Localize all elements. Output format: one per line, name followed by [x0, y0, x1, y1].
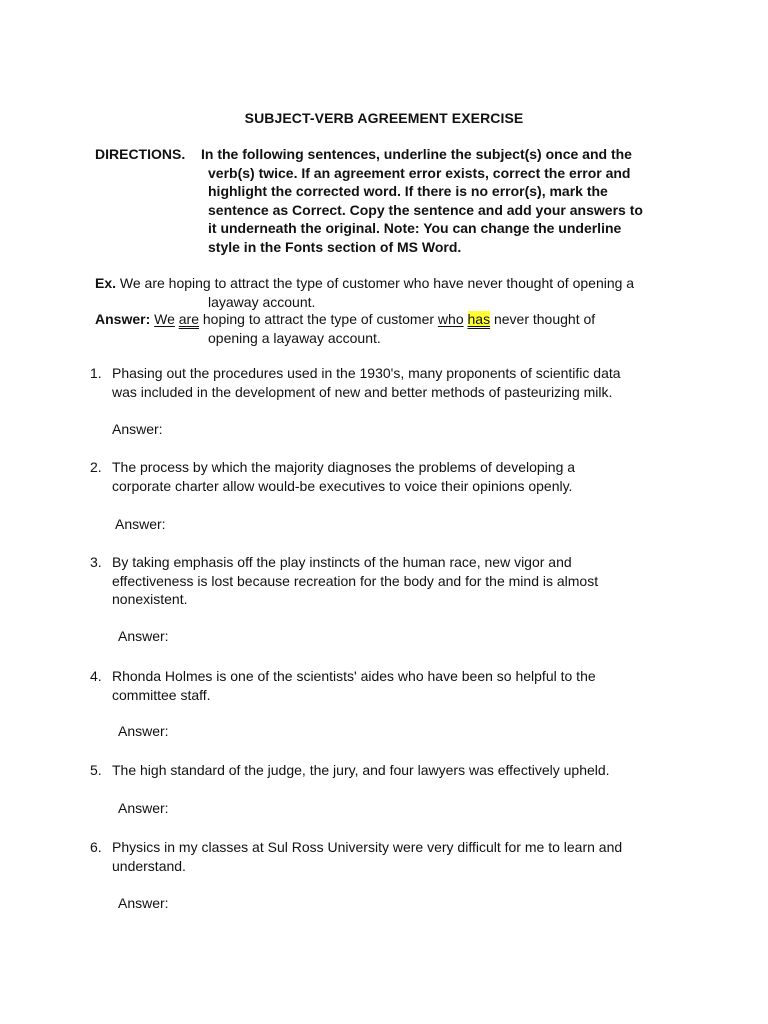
item-text-line: Phasing out the procedures used in the 1930's, many proponents of scientific data [112, 365, 621, 381]
exercise-item-5 [90, 761, 690, 780]
item-number: 2. [90, 459, 102, 475]
item-number: 6. [90, 839, 102, 855]
item-text-line: committee staff. [112, 686, 211, 703]
directions-line-5: it underneath the original. Note: You can change the underline [208, 220, 622, 236]
directions-line-6: style in the Fonts section of MS Word. [208, 238, 462, 255]
example-answer-text: never thought of [493, 311, 596, 327]
directions-block [95, 145, 695, 256]
directions-line-2: verb(s) twice. If an agreement error exists, correct the error and [208, 164, 631, 181]
example-answer-text: hoping to attract the type of customer [202, 311, 435, 327]
example-answer-line-2: opening a layaway account. [208, 329, 381, 346]
item-text-line: nonexistent. [112, 591, 188, 607]
item-number: 4. [90, 668, 102, 684]
answer-label-4: Answer: [118, 723, 169, 739]
example-answer-block [95, 310, 695, 347]
example-answer-line-1 [95, 310, 695, 329]
answer-label-5: Answer: [118, 800, 169, 816]
answer-label-3: Answer: [118, 628, 169, 644]
directions-line-3: highlight the corrected word. If there is no error(s), mark the [208, 183, 608, 199]
example-line-1 [95, 274, 695, 293]
item-number: 5. [90, 762, 102, 778]
underlined-subject: who [437, 311, 464, 327]
directions-line-4: sentence as Correct. Copy the sentence and add your answers to [208, 201, 643, 218]
exercise-item-3 [90, 553, 690, 609]
example-text: We are hoping to attract the type of customer who have never thought of opening a [119, 275, 635, 291]
item-number: 3. [90, 554, 102, 570]
item-text-line: Physics in my classes at Sul Ross University were very difficult for me to learn and [112, 839, 623, 855]
exercise-item-6 [90, 838, 690, 875]
item-text-line: effectiveness is lost because recreation for the body and for the mind is almost [112, 572, 599, 589]
example-line-2: layaway account. [208, 293, 316, 310]
item-text-line: By taking emphasis off the play instincts of the human race, new vigor and [112, 554, 572, 570]
answer-label-1: Answer: [112, 421, 163, 437]
example-label: Ex. [95, 275, 117, 291]
page-title: SUBJECT-VERB AGREEMENT EXERCISE [244, 110, 524, 126]
item-text-line: Rhonda Holmes is one of the scientists' aides who have been so helpful to the [112, 668, 596, 684]
example-block [95, 274, 695, 311]
answer-label-2: Answer: [115, 516, 166, 532]
item-number: 1. [90, 365, 102, 381]
directions-label: DIRECTIONS. [95, 146, 186, 162]
item-text-line: understand. [112, 857, 186, 874]
double-underlined-verb: are [178, 311, 199, 327]
item-text-line: was included in the development of new and better methods of pasteurizing milk. [112, 383, 613, 400]
highlighted-corrected-verb: has [467, 311, 491, 327]
item-text-line: The high standard of the judge, the jury, and four lawyers was effectively upheld. [112, 762, 610, 778]
exercise-item-4 [90, 667, 690, 704]
exercise-item-1 [90, 364, 690, 401]
exercise-item-2 [90, 458, 690, 495]
underlined-subject: We [154, 311, 175, 327]
directions-line-1 [95, 145, 695, 164]
directions-text: In the following sentences, underline the subject(s) once and the [201, 146, 632, 162]
example-answer-label: Answer: [95, 311, 151, 327]
item-text-line: The process by which the majority diagnoses the problems of developing a [112, 459, 576, 475]
answer-label-6: Answer: [118, 895, 169, 911]
item-text-line: corporate charter allow would-be executives to voice their opinions openly. [112, 477, 573, 494]
